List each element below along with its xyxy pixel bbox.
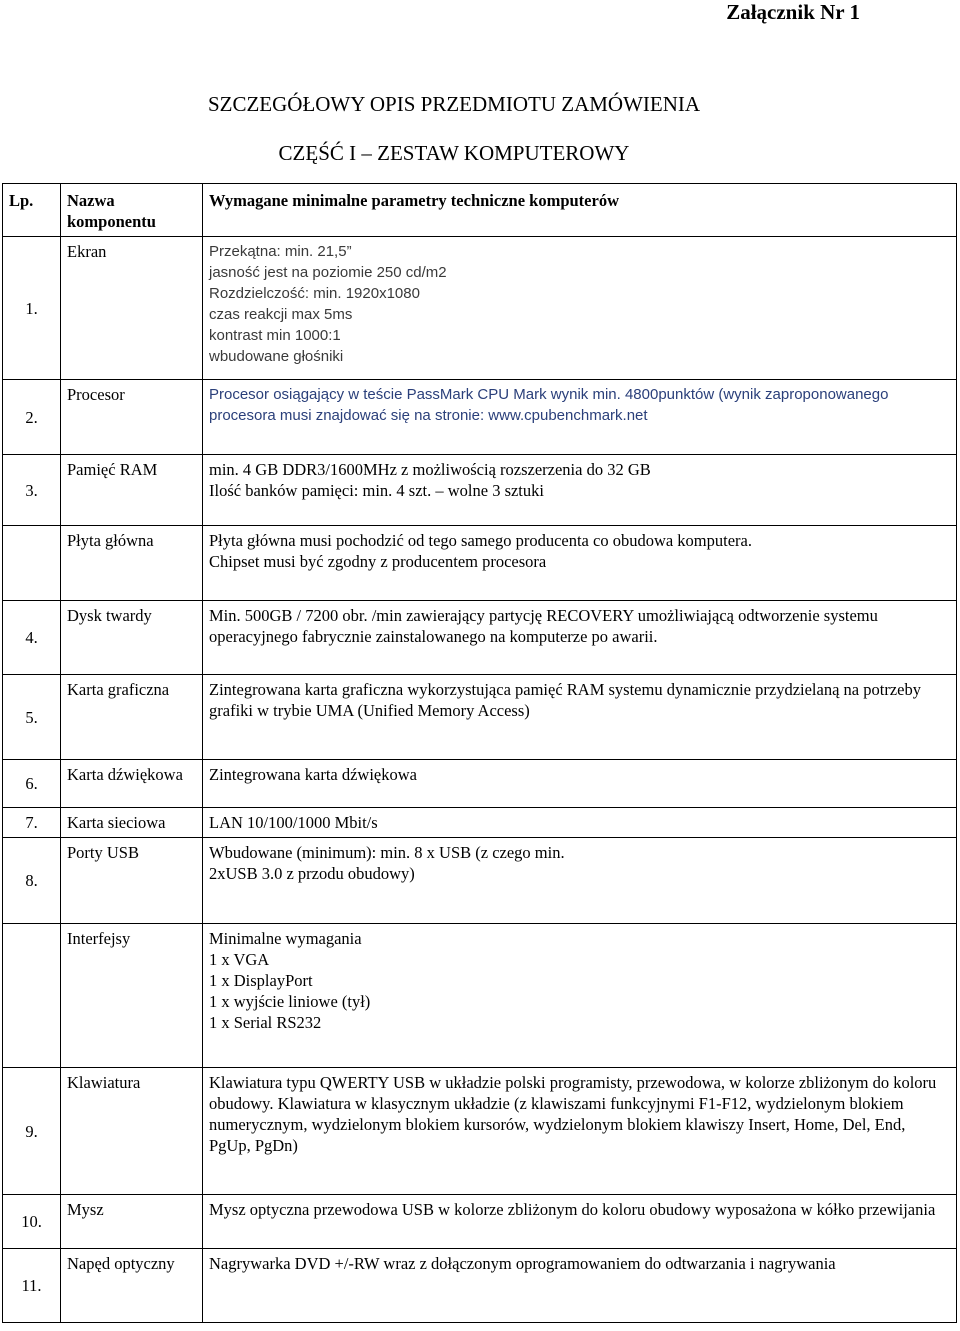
attachment-label: Załącznik Nr 1 [726, 0, 860, 24]
component-params [203, 526, 957, 601]
table-row [3, 760, 957, 808]
param-line: 1 x Serial RS232 [209, 1013, 322, 1032]
component-params [203, 1195, 957, 1249]
row-number: 2. [3, 380, 61, 455]
component-params [203, 924, 957, 1068]
param-line: jasność jest na poziomie 250 cd/m2 [209, 264, 447, 281]
row-number: 4. [3, 601, 61, 675]
table-row [3, 455, 957, 526]
component-name: Klawiatura [61, 1068, 203, 1195]
param-line: Rozdzielczość: min. 1920x1080 [209, 285, 420, 302]
component-name: Porty USB [61, 838, 203, 924]
document-subtitle: CZĘŚĆ I – ZESTAW KOMPUTEROWY [278, 141, 630, 165]
row-number: 6. [3, 760, 61, 808]
param-line: Płyta główna musi pochodzić od tego samego producenta co obudowa komputera. [209, 531, 752, 550]
param-line: Wbudowane (minimum): min. 8 x USB (z czego min. [209, 843, 565, 862]
component-params [203, 380, 957, 455]
table-row [3, 675, 957, 760]
param-line: kontrast min 1000:1 [209, 327, 341, 344]
row-number: 3. [3, 455, 61, 526]
param-line: min. 4 GB DDR3/1600MHz z możliwością rozszerzenia do 32 GB [209, 460, 651, 479]
component-name: Pamięć RAM [61, 455, 203, 526]
table-row [3, 808, 957, 838]
param-line: Zintegrowana karta dźwiękowa [209, 765, 417, 784]
component-name: Dysk twardy [61, 601, 203, 675]
component-name: Karta graficzna [61, 675, 203, 760]
row-number: 7. [3, 808, 61, 838]
component-params [203, 760, 957, 808]
param-line: Klawiatura typu QWERTY USB w układzie polski programisty, przewodowa, w kolorze zbliżonym do koloru obudowy. Klawiatura w klasycznym układzie (z klawiszami funkcyjnymi F1-F12, wydzielonym blokiem numerycznym, wydzielonym blokiem kursorów, wydzielonym blokiem klawiszy Insert, Home, Del, End, PgUp, PgDn) [209, 1073, 937, 1155]
column-header-component: Nazwa komponentu [61, 184, 203, 237]
column-header-lp: Lp. [3, 184, 61, 237]
component-name: Procesor [61, 380, 203, 455]
component-params [203, 1249, 957, 1323]
row-number: 8. [3, 838, 61, 924]
specification-table [2, 183, 957, 1323]
component-name: Napęd optyczny [61, 1249, 203, 1323]
row-number: 1. [3, 237, 61, 380]
component-name: Mysz [61, 1195, 203, 1249]
table-header-row [3, 184, 957, 237]
table-row [3, 237, 957, 380]
table-row [3, 1068, 957, 1195]
table-row [3, 526, 957, 601]
table-row [3, 1195, 957, 1249]
param-line: Nagrywarka DVD +/-RW wraz z dołączonym oprogramowaniem do odtwarzania i nagrywania [209, 1254, 836, 1273]
param-line: czas reakcji max 5ms [209, 306, 353, 323]
component-params [203, 675, 957, 760]
table-row [3, 924, 957, 1068]
component-params [203, 1068, 957, 1195]
column-header-params: Wymagane minimalne parametry techniczne komputerów [203, 184, 957, 237]
component-name: Płyta główna [61, 526, 203, 601]
param-line: Min. 500GB / 7200 obr. /min zawierający partycję RECOVERY umożliwiającą odtworzenie systemu operacyjnego fabrycznie zainstalowanego na komputerze po awarii. [209, 606, 878, 646]
param-line: LAN 10/100/1000 Mbit/s [209, 813, 378, 832]
row-number: 9. [3, 1068, 61, 1195]
component-name: Karta dźwiękowa [61, 760, 203, 808]
param-line: Procesor osiągający w teście PassMark CPU Mark wynik min. 4800punktów (wynik zaproponowanego procesora musi znajdować się na stronie: www.cpubenchmark.net [209, 386, 889, 424]
component-params [203, 838, 957, 924]
param-line: Ilość banków pamięci: min. 4 szt. – wolne 3 sztuki [209, 481, 544, 500]
component-params [203, 455, 957, 526]
row-number [3, 526, 61, 601]
component-params [203, 601, 957, 675]
component-name: Karta sieciowa [61, 808, 203, 838]
param-line: wbudowane głośniki [209, 348, 344, 365]
param-line: Mysz optyczna przewodowa USB w kolorze zbliżonym do koloru obudowy wyposażona w kółko przewijania [209, 1200, 936, 1219]
param-line: Zintegrowana karta graficzna wykorzystująca pamięć RAM systemu dynamicznie przydzielaną na potrzeby grafiki w trybie UMA (Unified Memory Access) [209, 680, 921, 720]
param-line: 1 x DisplayPort [209, 971, 313, 990]
component-name: Interfejsy [61, 924, 203, 1068]
row-number: 5. [3, 675, 61, 760]
param-line: Chipset musi być zgodny z producentem procesora [209, 552, 547, 571]
component-params [203, 237, 957, 380]
row-number: 11. [3, 1249, 61, 1323]
table-row [3, 838, 957, 924]
param-line: Minimalne wymagania [209, 929, 362, 948]
document-title: SZCZEGÓŁOWY OPIS PRZEDMIOTU ZAMÓWIENIA [207, 92, 701, 116]
table-row [3, 601, 957, 675]
table-row [3, 1249, 957, 1323]
row-number: 10. [3, 1195, 61, 1249]
component-params [203, 808, 957, 838]
param-line: Przekątna: min. 21,5” [209, 243, 352, 260]
row-number [3, 924, 61, 1068]
param-line: 1 x VGA [209, 950, 270, 969]
component-name: Ekran [61, 237, 203, 380]
param-line: 1 x wyjście liniowe (tył) [209, 992, 371, 1011]
table-row [3, 380, 957, 455]
param-line: 2xUSB 3.0 z przodu obudowy) [209, 864, 415, 883]
